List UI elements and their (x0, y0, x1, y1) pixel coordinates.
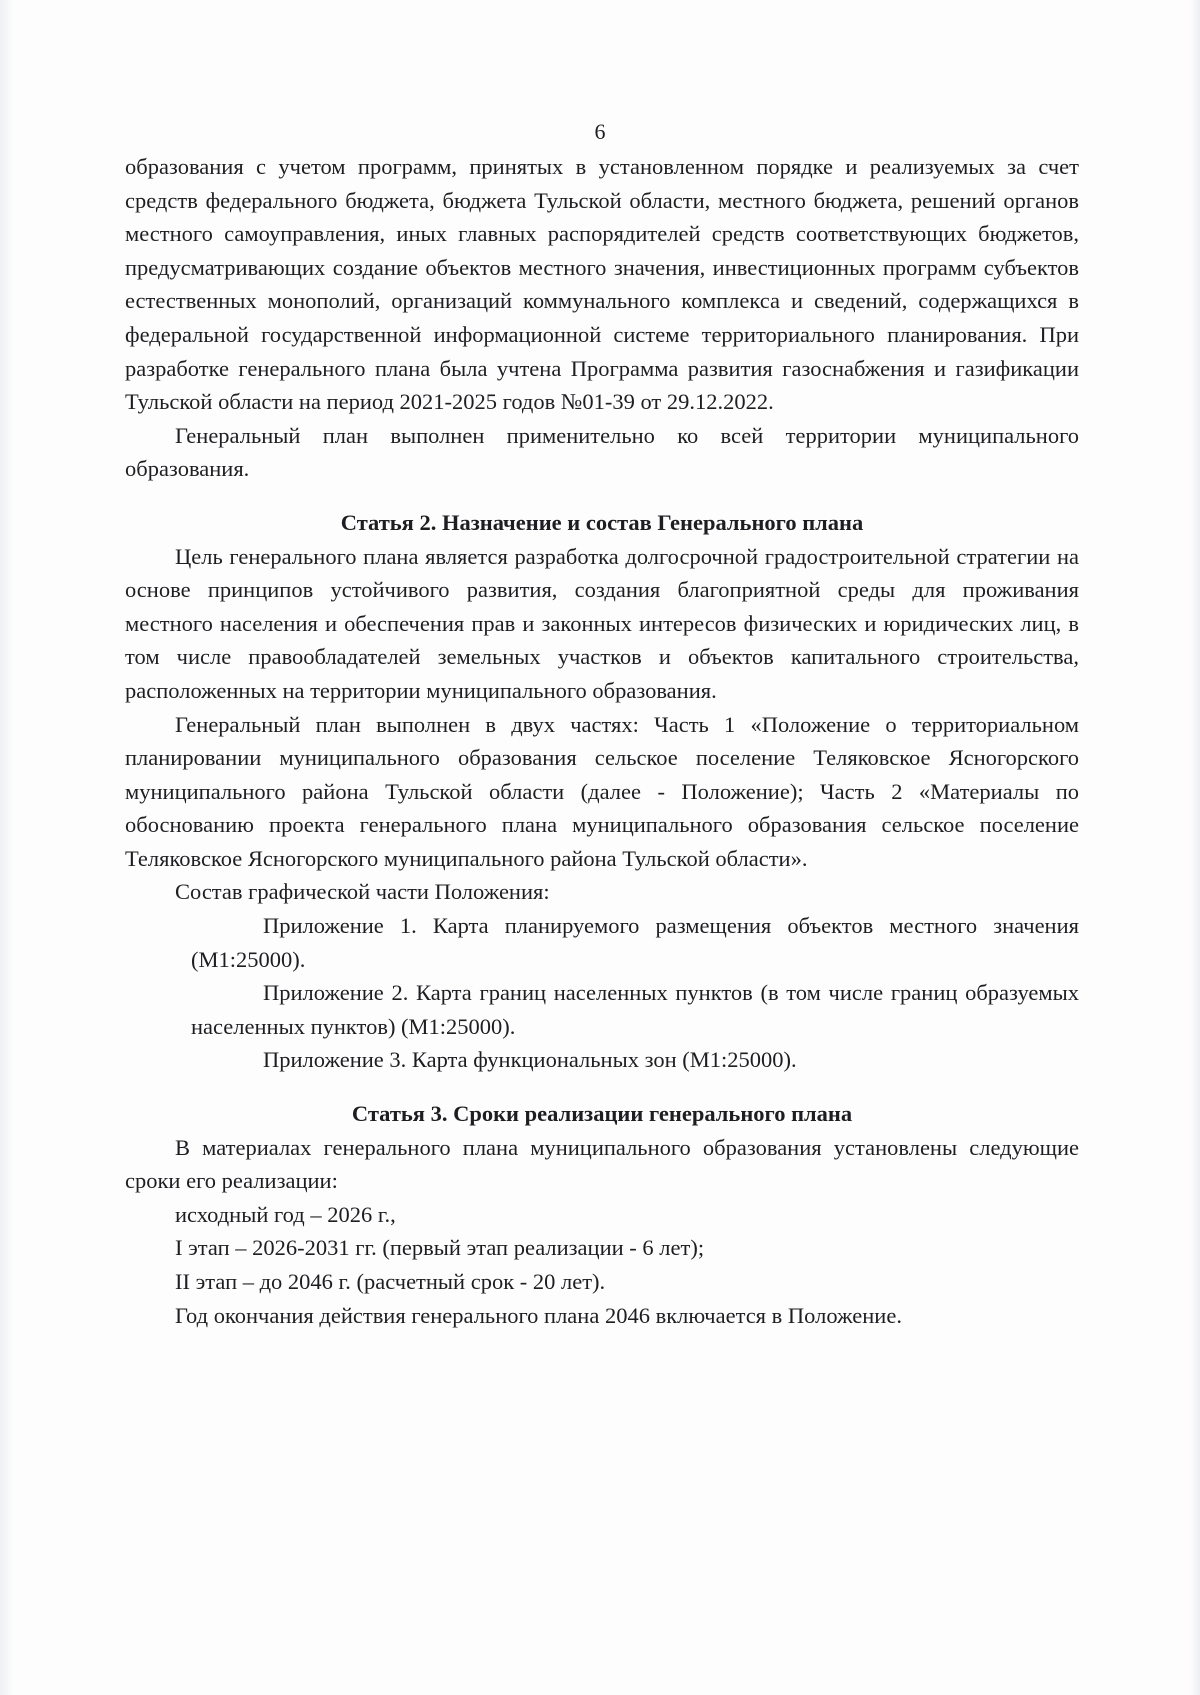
base-year-line: исходный год – 2026 г., (175, 1201, 396, 1227)
appendix-3: Приложение 3. Карта функциональных зон (М1:25000). (263, 1047, 797, 1073)
appendix-1: Приложение 1. Карта планируемого размещения объектов местного значения (М1:25000). (191, 913, 1079, 972)
page-number: 6 (594, 119, 606, 144)
article-3-intro-paragraph: В материалах генерального плана муниципального образования установлены следующие сроки его реализации: (125, 1134, 1079, 1194)
article-3-heading: Статья 3. Сроки реализации генерального плана (351, 1101, 853, 1127)
scan-edge-right (1190, 0, 1200, 1695)
article-2-heading: Статья 2. Назначение и состав Генерального плана (340, 509, 864, 535)
stage-2-line: II этап – до 2046 г. (расчетный срок - 20 лет). (175, 1269, 606, 1294)
stage-1-line: I этап – 2026-2031 гг. (первый этап реализации - 6 лет); (175, 1235, 705, 1261)
end-year-line: Год окончания действия генерального плана 2046 включается в Положение. (175, 1302, 902, 1328)
intro-continuation-paragraph: образования с учетом программ, принятых в установленном порядке и реализуемых за счет средств федерального бюджета, бюджета Тульской области, местного бюджета, решений органов местного самоуправления, иных главных распорядителей средств соответствующих бюджетов, предусматривающих создание объектов местного значения, инвестиционных программ субъектов естественных монополий, организаций коммунального комплекса и сведений, содержащихся в федеральной государственной информационной системе территориального планирования. При разработке генерального плана была учтена Программа развития газоснабжения и газификации Тульской области на период 2021-2025 годов №01-39 от 29.12.2022. (125, 154, 1079, 415)
appendix-2: Приложение 2. Карта границ населенных пунктов (в том числе границ образуемых населенных пунктов) (М1:25000). (191, 980, 1079, 1039)
article-2-purpose-paragraph: Цель генерального плана является разработка долгосрочной градостроительной стратегии на основе принципов устойчивого развития, создания благоприятной среды для проживания местного населения и обеспечения прав и законных интересов физических и юридических лиц, в том числе правообладателей земельных участков и объектов капитального строительства, расположенных на территории муниципального образования. (125, 543, 1079, 703)
document-body (125, 150, 1079, 1332)
scan-edge-left (0, 0, 14, 1695)
intro-scope-paragraph: Генеральный план выполнен применительно ко всей территории муниципального образования. (125, 422, 1079, 482)
article-2-parts-paragraph: Генеральный план выполнен в двух частях: Часть 1 «Положение о территориальном планировании муниципального образования сельское поселение Теляковское Ясногорского муниципального района Тульской области (далее - Положение); Часть 2 «Материалы по обоснованию проекта генерального плана муниципального образования сельское поселение Теляковское Ясногорского муниципального района Тульской области». (125, 711, 1079, 871)
graphic-part-intro: Состав графической части Положения: (175, 879, 550, 905)
